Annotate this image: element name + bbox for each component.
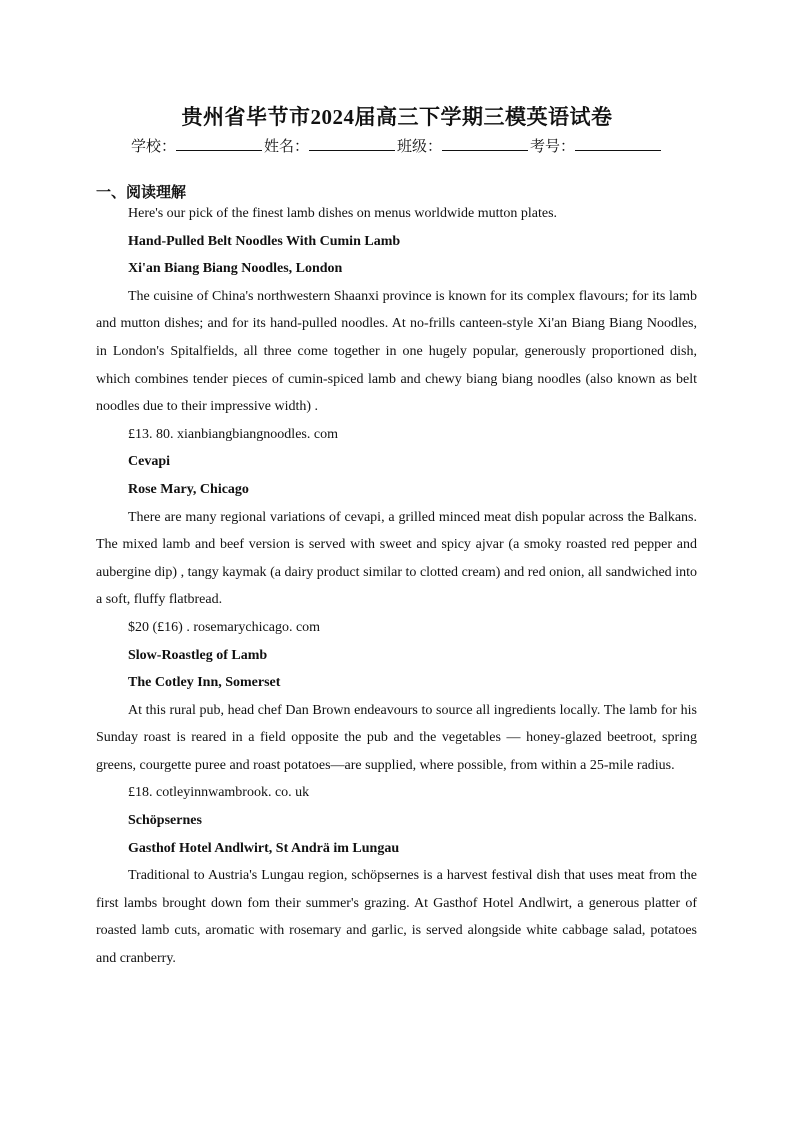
dish-description: The cuisine of China's northwestern Shaanxi province is known for its complex flavours; for its lamb and mutton dishes; and for its hand-pulled noodles. At no-frills canteen-style Xi'an Biang Biang Noodles, in London's Spitalfields, all three come together in one hugely popular, generously proportioned dish, which combines tender pieces of cumin-spiced lamb and chewy biang biang noodles (also known as belt noodles due to their impressive width) . [96,288,697,415]
name-blank[interactable] [309,137,395,151]
dish-venue: Xi'an Biang Biang Noodles, London [128,261,343,277]
dish-venue: Gasthof Hotel Andlwirt, St Andrä im Lungau [128,840,400,856]
school-blank[interactable] [176,137,262,151]
dish-price: £18. cotleyinnwambrook. co. uk [128,785,310,801]
name-label: 姓名： [263,137,309,155]
dish-description: There are many regional variations of cevapi, a grilled minced meat dish popular across the Balkans. The mixed lamb and beef version is served with sweet and spicy ajvar (a smoky roasted red pepper and aubergine dip) , tangy kaymak (a dairy product similar to clotted cream) and red onion, all sandwiched into a soft, fluffy flatbread. [96,509,697,608]
dish-name: Schöpsernes [128,813,202,829]
exam-title: 贵州省毕节市2024届高三下学期三模英语试卷 [181,105,613,129]
dish-price: $20 (£16) . rosemarychicago. com [128,619,321,635]
exam-number-blank[interactable] [575,137,661,151]
dish-description: At this rural pub, head chef Dan Brown endeavours to source all ingredients locally. The lamb for his Sunday roast is reared in a field opposite the pub and the vegetables — honey-glazed beetroot, spring greens, courgette puree and roast potatoes—are supplied, where possible, from within a 25-mile radius. [96,702,697,773]
class-label: 班级： [397,137,443,155]
student-info-line [0,135,794,156]
reading-passage [96,200,697,973]
dish-description: Traditional to Austria's Lungau region, schöpsernes is a harvest festival dish that uses meat from the first lambs brought down fom their summer's grazing. At Gasthof Hotel Andlwirt, a generous platter of roasted lamb cuts, aromatic with rosemary and garlic, is served alongside white cabbage salad, potatoes and cranberry. [96,868,697,967]
intro-text: Here's our pick of the finest lamb dishes on menus worldwide mutton plates. [128,206,558,221]
class-blank[interactable] [442,137,528,151]
dish-price: £13. 80. xianbiangbiangnoodles. com [128,426,338,442]
school-label: 学校： [130,137,176,155]
dish-name: Hand-Pulled Belt Noodles With Cumin Lamb [128,233,401,249]
dish-venue: The Cotley Inn, Somerset [128,675,281,691]
section-heading: 一、阅读理解 [96,183,187,201]
exam-number-label: 考号： [530,137,576,155]
dish-name: Slow-Roastleg of Lamb [128,647,268,663]
dish-name: Cevapi [128,454,170,470]
dish-venue: Rose Mary, Chicago [128,481,249,497]
